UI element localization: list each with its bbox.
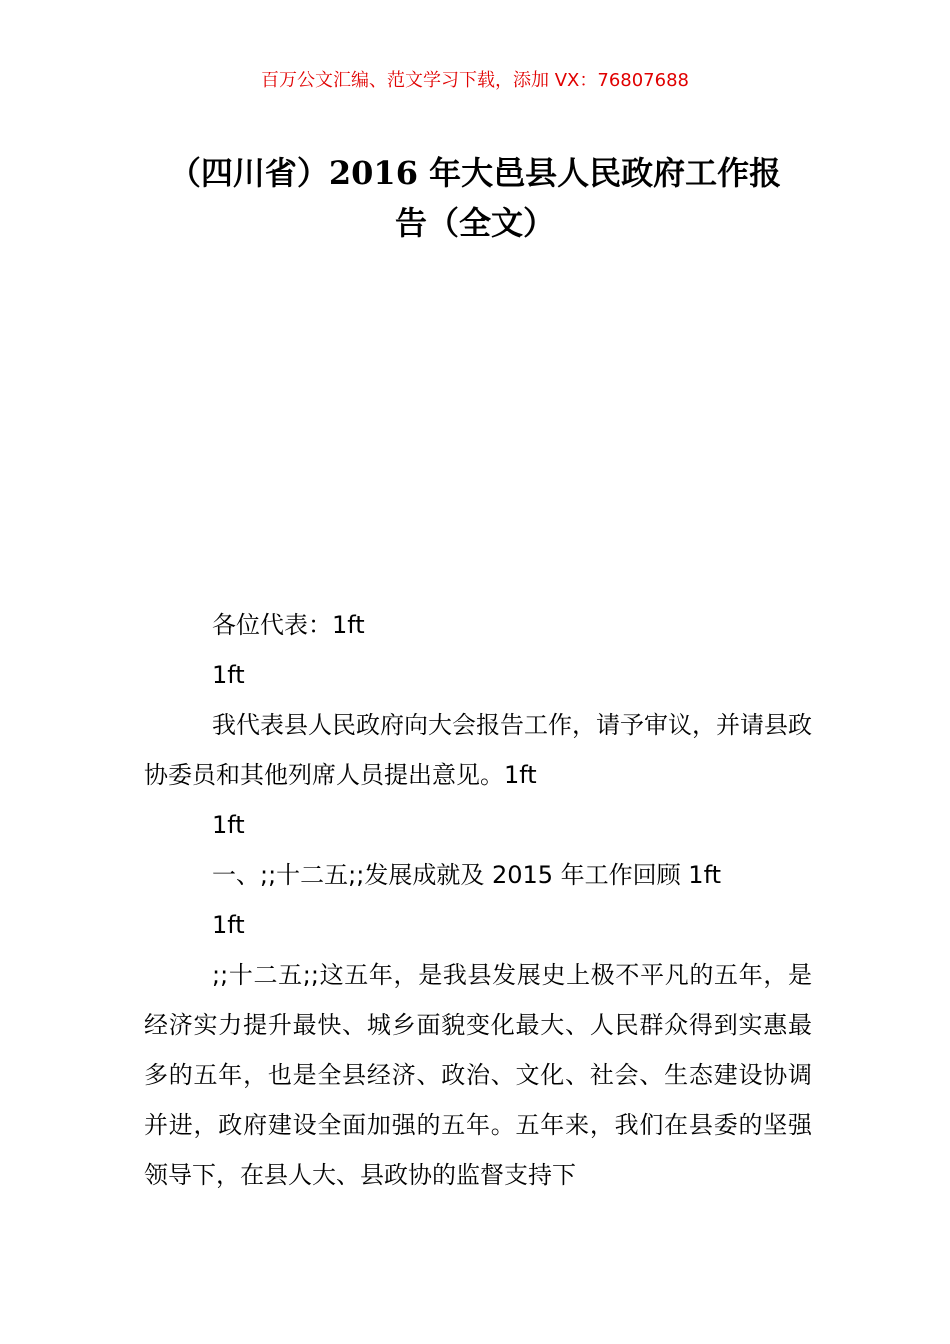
paragraph-salutation: 各位代表：1ft xyxy=(212,611,365,639)
title-line-1: （四川省）2016 年大邑县人民政府工作报 xyxy=(168,154,782,192)
document-body xyxy=(144,600,812,1200)
paragraph: 1ft xyxy=(212,661,245,689)
title-line-2: 告（全文） xyxy=(394,204,555,242)
document-title xyxy=(130,148,820,248)
header-note: 百万公文汇编、范文学习下载，添加 VX：76807688 xyxy=(261,70,689,91)
section-heading: 一、;;十二五;;发展成就及 2015 年工作回顾 1ft xyxy=(212,861,722,889)
paragraph: ;;十二五;;这五年，是我县发展史上极不平凡的五年，是经济实力提升最快、城乡面貌变化最大、人民群众得到实惠最多的五年，也是全县经济、政治、文化、社会、生态建设协调并进，政府建设全面加强的五年。五年来，我们在县委的坚强领导下，在县人大、县政协的监督支持下 xyxy=(144,961,812,1189)
paragraph: 我代表县人民政府向大会报告工作，请予审议，并请县政协委员和其他列席人员提出意见。1ft xyxy=(144,711,812,789)
paragraph: 1ft xyxy=(212,811,245,839)
paragraph: 1ft xyxy=(212,911,245,939)
